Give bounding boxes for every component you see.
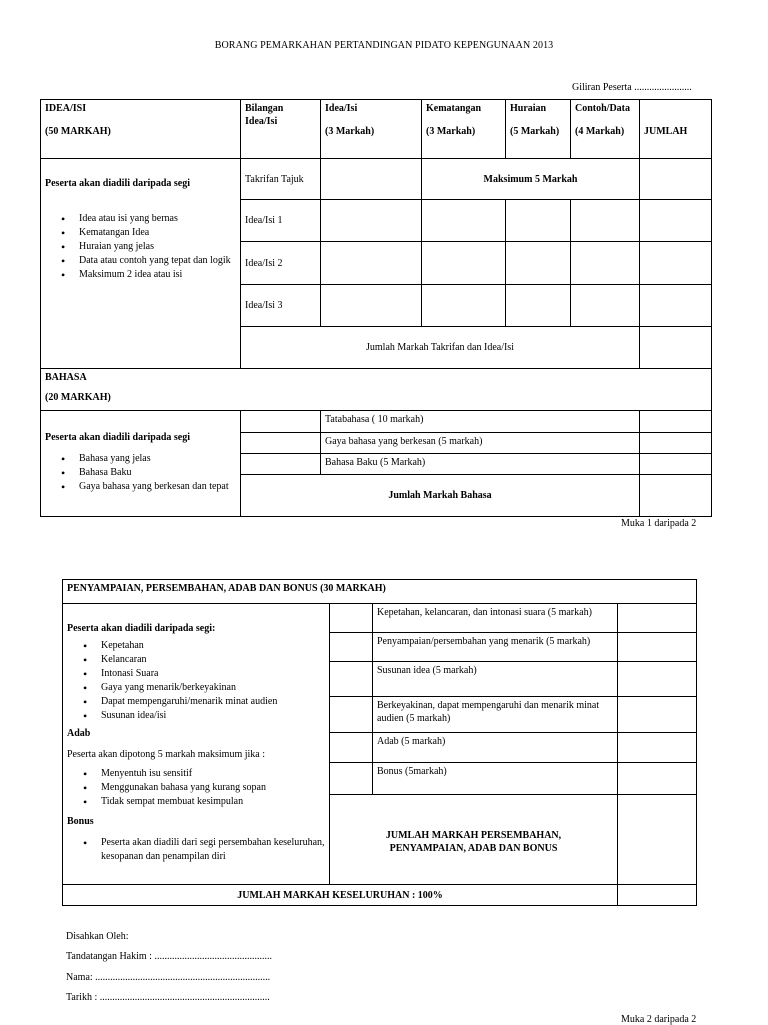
bahasa-criteria: Peserta akan diadili daripada segi • Bahasa yang jelas • Bahasa Baku • Gaya bahasa yang berkesan dan tepat bbox=[41, 411, 241, 517]
score-cell[interactable] bbox=[640, 327, 712, 369]
score-cell[interactable] bbox=[618, 763, 697, 795]
penyampaian-item: Susunan idea (5 markah) bbox=[373, 662, 618, 697]
list-item: • Data atau contoh yang tepat dan logik bbox=[79, 254, 236, 268]
score-cell[interactable] bbox=[330, 604, 373, 633]
score-cell[interactable] bbox=[618, 633, 697, 662]
list-item: • Tidak sempat membuat kesimpulan bbox=[101, 795, 325, 809]
form-title: BORANG PEMARKAHAN PERTANDINGAN PIDATO KEPENGUNAAN 2013 bbox=[214, 40, 554, 51]
penyampaian-table bbox=[62, 579, 697, 906]
idea-row-2: Idea/Isi 2 bbox=[241, 242, 321, 285]
score-cell[interactable] bbox=[330, 697, 373, 733]
penyampaian-item: Bonus (5markah) bbox=[373, 763, 618, 795]
idea-row-1: Idea/Isi 1 bbox=[241, 200, 321, 242]
list-item: • Kepetahan bbox=[101, 639, 325, 653]
bahasa-item: Gaya bahasa yang berkesan (5 markah) bbox=[321, 433, 640, 454]
score-cell[interactable] bbox=[330, 633, 373, 662]
score-cell[interactable] bbox=[618, 795, 697, 885]
col-kematangan: Kematangan (3 Markah) bbox=[422, 100, 506, 159]
col-huraian: Huraian (5 Markah) bbox=[506, 100, 571, 159]
score-cell[interactable] bbox=[640, 159, 712, 200]
list-item: • Idea atau isi yang bernas bbox=[79, 212, 236, 226]
disahkan-oleh: Disahkan Oleh: bbox=[66, 931, 129, 942]
giliran-peserta: Giliran Peserta ....................... bbox=[572, 82, 692, 93]
score-cell[interactable] bbox=[330, 763, 373, 795]
score-cell[interactable] bbox=[506, 242, 571, 285]
takrifan-tajuk: Takrifan Tajuk bbox=[241, 159, 321, 200]
col-contoh: Contoh/Data (4 Markah) bbox=[571, 100, 640, 159]
list-item: • Kematangan Idea bbox=[79, 226, 236, 240]
list-item: • Gaya bahasa yang berkesan dan tepat bbox=[79, 480, 236, 494]
score-cell[interactable] bbox=[422, 285, 506, 327]
score-cell[interactable] bbox=[321, 285, 422, 327]
score-cell[interactable] bbox=[571, 242, 640, 285]
idea-bahasa-table bbox=[40, 99, 712, 517]
list-item: • Kelancaran bbox=[101, 653, 325, 667]
score-cell[interactable] bbox=[321, 242, 422, 285]
idea-row-3: Idea/Isi 3 bbox=[241, 285, 321, 327]
score-cell[interactable] bbox=[321, 159, 422, 200]
penyampaian-item: Kepetahan, kelancaran, dan intonasi suara (5 markah) bbox=[373, 604, 618, 633]
score-cell[interactable] bbox=[618, 733, 697, 763]
list-item: • Gaya yang menarik/berkeyakinan bbox=[101, 681, 325, 695]
penyampaian-item: Berkeyakinan, dapat mempengaruhi dan menarik minat audien (5 markah) bbox=[373, 697, 618, 733]
page-2-footer: Muka 2 daripada 2 bbox=[621, 1014, 697, 1025]
idea-criteria: Peserta akan diadili daripada segi • Idea atau isi yang bernas • Kematangan Idea • Huraian yang jelas • Data atau contoh yang tepat dan logik • Maksimum 2 idea atau isi bbox=[41, 159, 241, 369]
score-cell[interactable] bbox=[618, 662, 697, 697]
list-item: • Maksimum 2 idea atau isi bbox=[79, 268, 236, 282]
nama-field[interactable]: Nama: ...................................................................... bbox=[66, 972, 271, 983]
list-item: • Bahasa yang jelas bbox=[79, 452, 236, 466]
tarikh-field[interactable]: Tarikh : .................................................................... bbox=[66, 992, 270, 1003]
list-item: • Menyentuh isu sensitif bbox=[101, 767, 325, 781]
score-cell[interactable] bbox=[618, 885, 697, 906]
bahasa-item: Bahasa Baku (5 Markah) bbox=[321, 454, 640, 475]
col-jumlah: JUMLAH bbox=[640, 100, 712, 159]
score-cell[interactable] bbox=[571, 200, 640, 242]
score-cell[interactable] bbox=[640, 285, 712, 327]
score-cell[interactable] bbox=[506, 200, 571, 242]
score-cell[interactable] bbox=[506, 285, 571, 327]
jumlah-persembahan: JUMLAH MARKAH PERSEMBAHAN, PENYAMPAIAN, ADAB DAN BONUS bbox=[330, 795, 618, 885]
idea-header: IDEA/ISI (50 MARKAH) bbox=[41, 100, 241, 159]
score-cell[interactable] bbox=[241, 411, 321, 433]
list-item: • Bahasa Baku bbox=[79, 466, 236, 480]
page-1-footer: Muka 1 daripada 2 bbox=[621, 518, 697, 529]
score-cell[interactable] bbox=[618, 604, 697, 633]
maksimum-label: Maksimum 5 Markah bbox=[422, 159, 640, 200]
score-cell[interactable] bbox=[618, 697, 697, 733]
list-item: • Susunan idea/isi bbox=[101, 709, 325, 723]
score-cell[interactable] bbox=[241, 433, 321, 454]
score-cell[interactable] bbox=[422, 242, 506, 285]
penyampaian-item: Adab (5 markah) bbox=[373, 733, 618, 763]
jumlah-bahasa: Jumlah Markah Bahasa bbox=[241, 475, 640, 517]
score-cell[interactable] bbox=[640, 454, 712, 475]
tandatangan-hakim[interactable]: Tandatangan Hakim : ............................................... bbox=[66, 951, 272, 962]
score-cell[interactable] bbox=[571, 285, 640, 327]
jumlah-takrifan-idea: Jumlah Markah Takrifan dan Idea/Isi bbox=[241, 327, 640, 369]
list-item: • Peserta akan diadili dari segi persembahan keseluruhan, kesopanan dan penampilan diri bbox=[101, 836, 325, 864]
list-item: • Intonasi Suara bbox=[101, 667, 325, 681]
score-cell[interactable] bbox=[640, 242, 712, 285]
col-bilangan: Bilangan Idea/Isi bbox=[241, 100, 321, 159]
list-item: • Menggunakan bahasa yang kurang sopan bbox=[101, 781, 325, 795]
list-item: • Huraian yang jelas bbox=[79, 240, 236, 254]
score-cell[interactable] bbox=[241, 454, 321, 475]
score-cell[interactable] bbox=[422, 200, 506, 242]
score-cell[interactable] bbox=[640, 475, 712, 517]
adab-text: Peserta akan dipotong 5 markah maksimum jika : bbox=[67, 749, 266, 760]
score-cell[interactable] bbox=[330, 662, 373, 697]
list-item: • Dapat mempengaruhi/menarik minat audien bbox=[101, 695, 325, 709]
score-cell[interactable] bbox=[321, 200, 422, 242]
score-cell[interactable] bbox=[640, 411, 712, 433]
score-cell[interactable] bbox=[330, 733, 373, 763]
bonus-heading: Bonus bbox=[67, 816, 94, 827]
bahasa-header: BAHASA (20 MARKAH) bbox=[41, 369, 712, 411]
col-idea: Idea/Isi (3 Markah) bbox=[321, 100, 422, 159]
penyampaian-item: Penyampaian/persembahan yang menarik (5 markah) bbox=[373, 633, 618, 662]
penyampaian-criteria: Peserta akan diadili daripada segi: • Kepetahan • Kelancaran • Intonasi Suara • Gaya yang menarik/berkeyakinan • Dapat mempengaruhi/menarik minat audien • Susunan idea/isi Adab Peserta akan dipotong 5 markah maksimum jika : • Menyentuh isu sensitif • Menggunakan bahasa yang kurang sopan • Tidak sempat membuat kesimpulan Bonus • Peserta akan diadili dari segi persembahan keseluruhan, kesopanan dan penampilan diri bbox=[63, 604, 330, 885]
bahasa-item: Tatabahasa ( 10 markah) bbox=[321, 411, 640, 433]
adab-heading: Adab bbox=[67, 728, 91, 739]
penyampaian-header: PENYAMPAIAN, PERSEMBAHAN, ADAB DAN BONUS (30 MARKAH) bbox=[63, 580, 697, 604]
score-cell[interactable] bbox=[640, 200, 712, 242]
score-cell[interactable] bbox=[640, 433, 712, 454]
jumlah-keseluruhan: JUMLAH MARKAH KESELURUHAN : 100% bbox=[63, 885, 618, 906]
